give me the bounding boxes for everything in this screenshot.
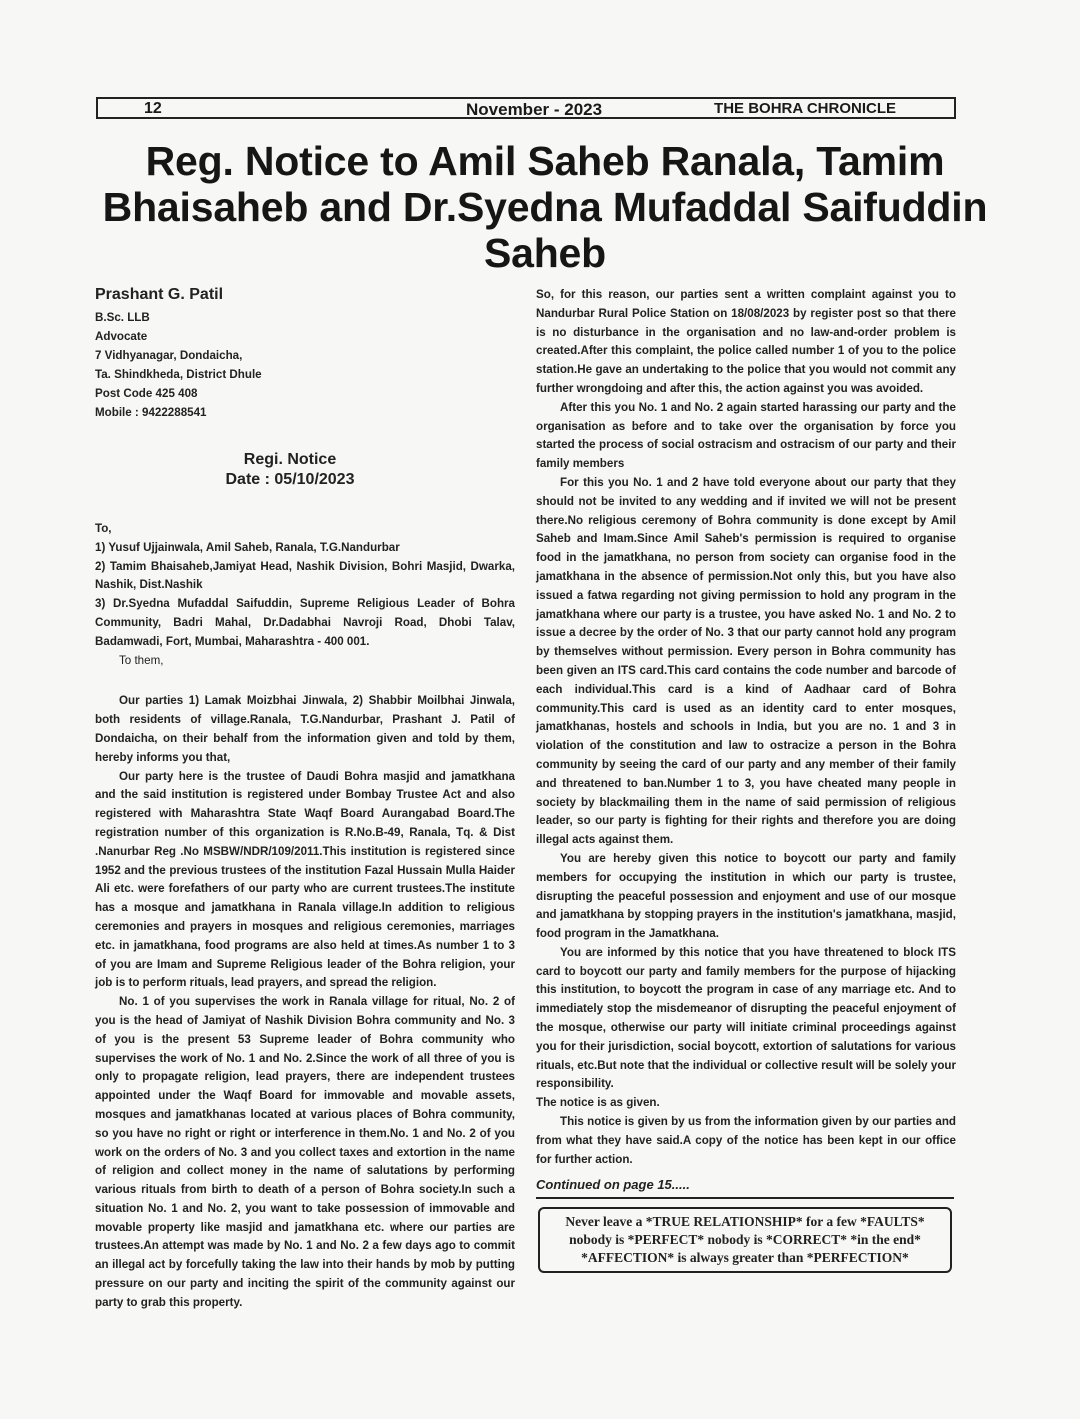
author-line: 7 Vidhyanagar, Dondaicha, xyxy=(95,349,243,362)
notice-date: Date : 05/10/2023 xyxy=(225,471,355,488)
author-line: Post Code 425 408 xyxy=(95,387,198,400)
author-line: Advocate xyxy=(95,330,148,343)
issue-date: November - 2023 xyxy=(466,100,603,119)
recipient-item: 1) Yusuf Ujjainwala, Amil Saheb, Ranala, T.G.Nandurbar xyxy=(95,540,400,554)
body-paragraph: You are hereby given this notice to boycott our party and family members for occupying the institution in which our party is trustee, disrupting the peaceful possession and enjoyment and use of our mosque and jamatkhana by stopping prayers in the institution's jamatkhana, masjid, food program in the Jamatkhana. xyxy=(536,851,956,941)
closing-paragraph: This notice is given by us from the information given by our parties and from what they have said.A copy of the notice has been kept in our office for further action. xyxy=(536,1115,956,1166)
author-name: Prashant G. Patil xyxy=(95,286,224,303)
author-address xyxy=(95,308,515,422)
body-paragraph: For this you No. 1 and 2 have told everyone about our party that they should not be invited to any wedding and if invited we will not be present there.No religious ceremony of Bohra community is done except by Amil Saheb and Imam.Since Amil Saheb's permission is required to organise food in the jamatkhana, no person from society can organise food in the jamatkhana in the absence of permission.Not only this, but you have also issued a fatwa regarding not giving permission to hold any program in the jamatkhana where our party is a trustee, you have asked No. 1 and No. 2 to issue a decree by the order of No. 3 that our party cannot hold any program by themselves without permission. Every person in Bohra community has been given an ITS card.This card contains the code number and barcode of each individual.This card is a kind of Aadhaar card of Bohra community.This card is used as an identity card to enter mosques, jamatkhanas, hostels and schools in India, but you are no. 1 and 3 in violation of the constitution and law to ostracize a person in the Bohra community by seeing the card of our party and any member of their family and threatened to ban.Number 1 to 3, you have cheated many people in society by blackmailing them in the name of said permission of religious leader, so our party is fighting for their rights and therefore you are doing illegal acts against them. xyxy=(536,475,956,847)
body-paragraph: You are informed by this notice that you have threatened to block ITS card to boycott our party and family members for the purpose of hijacking this institution, to boycott the program in case of any marriage etc. And to immediately stop the misdemeanor of disrupting the peaceful enjoyment of the mosque, otherwise our party will initiate criminal proceedings against you for their jurisdiction, social boycott, extortion of salutations for various rituals, etc.But note that the individual or collective result will be solely your responsibility. xyxy=(536,945,956,1091)
notice-given-line: The notice is as given. xyxy=(536,1096,660,1110)
body-paragraph: So, for this reason, our parties sent a written complaint against you to Nandurbar Rural Police Station on 18/08/2023 by register post so that there is no disturbance in the organisation and no law-and-order problem is created.After this complaint, the police called number 1 of you to the police station.He gave an undertaking to the police that you would not commit any further wrongdoing and after this, the action against you was avoided. xyxy=(536,288,956,395)
publication-name: THE BOHRA CHRONICLE xyxy=(714,100,896,117)
recipient-item: 2) Tamim Bhaisaheb,Jamiyat Head, Nashik Division, Bohri Masjid, Dwarka, Nashik, Dist.Nashik xyxy=(95,559,515,592)
quote-line: *AFFECTION* is always greater than *PERFECTION* xyxy=(581,1250,909,1266)
to-label: To, xyxy=(95,522,112,535)
body-paragraph: Our parties 1) Lamak Moizbhai Jinwala, 2) Shabbir Moilbhai Jinwala, both residents of village.Ranala, T.G.Nandurbar, Prashant J. Patil of Dondaicha, on their behalf from the information given and told by them, hereby informs you that, xyxy=(95,694,515,764)
body-paragraph: After this you No. 1 and No. 2 again started harassing our party and the organisation as before and to take over the organisation by force you started the process of social ostracism and ostracism of our party and their family members xyxy=(536,400,956,471)
quote-box xyxy=(538,1207,952,1273)
page-number: 12 xyxy=(144,100,162,117)
spacer xyxy=(95,670,515,692)
continued-link[interactable]: Continued on page 15..... xyxy=(536,1175,954,1199)
body-paragraph: Our party here is the trustee of Daudi Bohra masjid and jamatkhana and the said institution is registered under Bombay Trustee Act and also registered with Maharashtra State Waqf Board Aurangabad Board.The registration number of this organization is R.No.B-49, Ranala, Tq. & Dist .Nanurbar Reg .No MSBW/NDR/109/2011.This institution is registered since 1952 and the previous trustees of the institution Fazal Hussain Mulla Haider Ali etc. were forefathers of our party who are current trustees.The institute has a mosque and jamatkhana in Ranala village.In addition to religious ceremonies and prayers in mosques and religious ceremonies, marriages etc. in jamatkhana, food programs are also held at times.As number 1 to 3 of you are Imam and Supreme Religious leader of the Bohra religion, your job is to perform rituals, lead prayers, and spread the religion. xyxy=(95,769,515,990)
author-line: Mobile : 9422288541 xyxy=(95,406,207,419)
notice-title: Regi. Notice xyxy=(243,451,337,468)
quote-line: Never leave a *TRUE RELATIONSHIP* for a few *FAULTS* xyxy=(565,1214,925,1230)
masthead-bar xyxy=(96,97,956,119)
article-headline: Reg. Notice to Amil Saheb Ranala, Tamim Bhaisaheb and Dr.Syedna Mufaddal Saifuddin Saheb xyxy=(102,138,988,276)
right-column xyxy=(536,286,956,1273)
salutation: To them, xyxy=(119,653,164,667)
left-column xyxy=(95,284,515,1313)
author-line: B.Sc. LLB xyxy=(95,311,150,324)
author-line: Ta. Shindkheda, District Dhule xyxy=(95,368,262,381)
quote-line: nobody is *PERFECT* nobody is *CORRECT* *in the end* xyxy=(569,1232,921,1248)
body-paragraph: No. 1 of you supervises the work in Ranala village for ritual, No. 2 of you is the head of Jamiyat of Nashik Division Bohra community and No. 3 of you is the present 53 Supreme leader of Bohra community who supervises the work of No. 1 and No. 2.Since the work of all three of you is only to propagate religion, lead prayers, there are independent trustees appointed under the Waqf Board for immovable and movable assets, mosques and jamatkhanas located at various places of Bohra community, so you have no right or right or interference in them.No. 1 and No. 2 of you work on the orders of No. 3 and you collect taxes and extortion in the name of religion and collect money in the name of salutations by performing various rituals from birth to death of a person of Bohra society.In such a situation No. 1 and No. 2, you want to take possession of immovable and movable property like masjid and jamatkhana etc. where our parties are trustees.An attempt was made by No. 1 and No. 2 a few days ago to commit an illegal act by forcefully taking the law into their hands by mob by putting pressure on our party and inciting the spirit of the community against our party to grab this property. xyxy=(95,995,515,1309)
recipient-item: 3) Dr.Syedna Mufaddal Saifuddin, Supreme Religious Leader of Bohra Community, Badri Mahal, Dr.Dadabhai Navroji Road, Dhobi Talav, Badamwadi, Fort, Mumbai, Maharashtra - 400 001. xyxy=(95,597,515,648)
notice-heading xyxy=(95,450,515,490)
recipients-block xyxy=(95,520,515,670)
